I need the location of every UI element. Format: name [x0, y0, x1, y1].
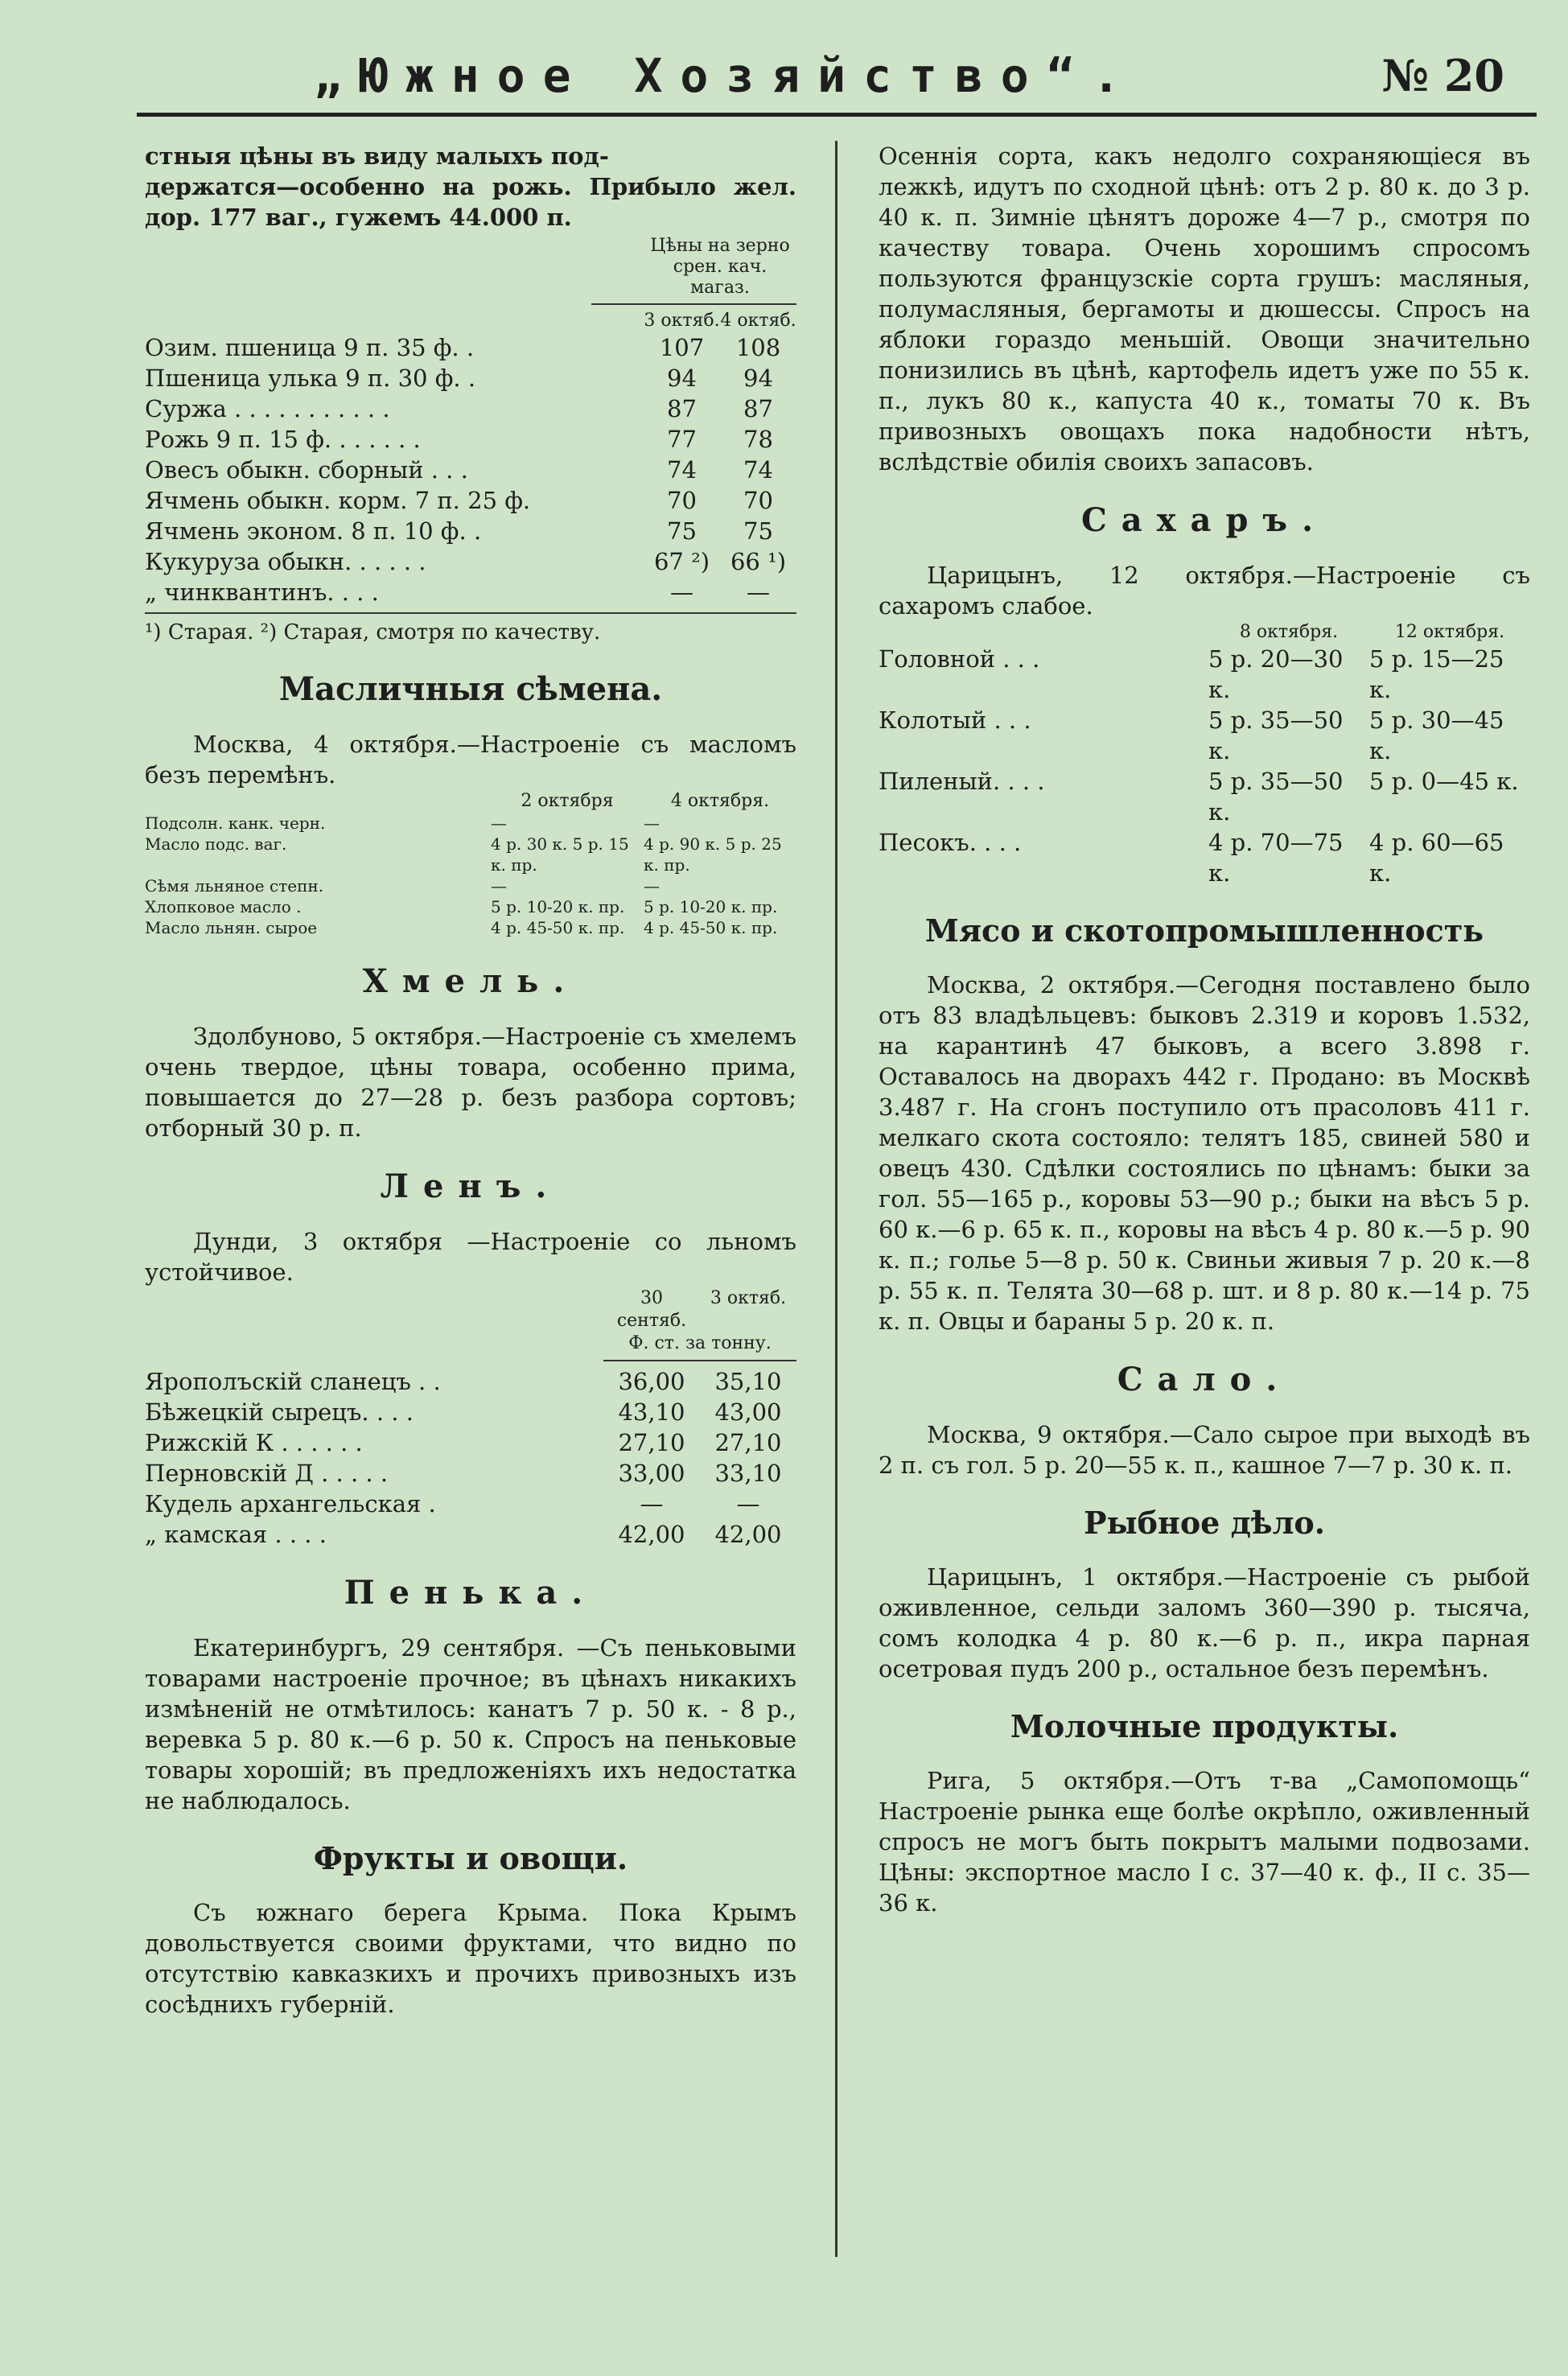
right-column	[879, 141, 1530, 1918]
oilseeds-title: Масличныя сѣмена.	[278, 670, 663, 708]
grain-rule	[591, 303, 796, 305]
flax-unit-row	[145, 1332, 796, 1355]
grain-row-value-2: 78	[743, 426, 773, 453]
grain-row-name: Пшеница улька 9 п. 30 ф. .	[145, 364, 476, 392]
meat-text: Москва, 2 октября.—Сегодня поставлено было отъ 83 владѣльцевъ: быковъ 2.319 и коровъ 1.532, на карантинѣ 47 быковъ, а всего 3.898 г. Оставалось на дворахъ 442 г. Продано: въ Москвѣ 3.487 г. На сгонъ поступило отъ прасоловъ 411 г. мелкаго скота состояло: телятъ 185, свиней 580 и овецъ 430. Сдѣлки состоялись по цѣнамъ: быки за гол. 55—165 р., коровы 53—90 р.; быки на вѣсъ 5 р. 60 к.—6 р. 65 к. п., коровы на вѣсъ 4 р. 80 к.—5 р. 90 к. п.; голье 5—8 р. 50 к. Свиньи живыя 7 р. 20 к.—8 р. 55 к. п. Телята 30—68 р. шт. и 8 р. 80 к.—14 р. 75 к. п. Овцы и бараны 5 р. 20 к. п.	[879, 971, 1530, 1335]
flax-row-value-2: 35,10	[714, 1368, 782, 1395]
grain-row	[145, 363, 796, 393]
header-rule	[137, 113, 1537, 117]
grain-table	[145, 236, 796, 646]
flax-col-1: 30 сентяб.	[616, 1288, 687, 1331]
grain-date-row	[145, 310, 796, 332]
flax-row-value-1: 36,00	[618, 1368, 685, 1395]
lard-title: Сало.	[1117, 1361, 1292, 1398]
grain-row-value-1: 75	[667, 517, 697, 545]
grain-row-name: Ячмень обыкн. корм. 7 п. 25 ф.	[145, 487, 531, 514]
grain-row-value-1: 74	[667, 456, 697, 484]
flax-row-name: „ камская . . . .	[145, 1521, 327, 1548]
sugar-row-value-1: 5 р. 35—50 к.	[1208, 706, 1344, 764]
journal-title: „Южное Хозяйство“.	[314, 48, 1138, 103]
grain-row-value-2: 66 ¹)	[730, 548, 787, 575]
flax-rule	[603, 1360, 796, 1361]
sugar-row-value-2: 5 р. 15—25 к.	[1369, 645, 1504, 703]
oilseeds-rows	[145, 813, 796, 938]
flax-row	[145, 1427, 796, 1458]
flax-row-value-2: 42,00	[714, 1521, 782, 1548]
grain-row-name: Ячмень эконом. 8 п. 10 ф. .	[145, 517, 482, 545]
sugar-row-value-1: 5 р. 35—50 к.	[1208, 768, 1344, 826]
flax-unit: Ф. ст. за тонну.	[628, 1333, 772, 1353]
sugar-row-name: Пиленый. . . .	[879, 768, 1045, 795]
sugar-rows	[879, 644, 1530, 888]
hemp-title: Пенька.	[344, 1574, 598, 1612]
grain-row-name: Овесъ обыкн. сборный . . .	[145, 456, 468, 484]
intro-line-1: стныя цѣны въ виду малыхъ под-	[145, 142, 609, 170]
flax-row	[145, 1489, 796, 1519]
oilseed-row-value-1: —	[491, 813, 507, 833]
flax-title: Ленъ.	[380, 1167, 562, 1205]
oilseed-row	[145, 875, 796, 896]
oilseed-row-value-2: 4 р. 45-50 к. пр.	[644, 918, 778, 937]
page-header	[137, 42, 1504, 106]
sugar-title: Сахаръ.	[1080, 501, 1328, 539]
grain-row	[145, 424, 796, 455]
grain-row	[145, 393, 796, 424]
flax-row	[145, 1458, 796, 1489]
grain-row	[145, 577, 796, 607]
oilseeds-date-row	[145, 790, 796, 813]
fruit-continued: Осеннія сорта, какъ недолго сохраняющіеся въ лежкѣ, идутъ по сходной цѣнѣ: отъ 2 р. 80 к. до 3 р. 40 к. п. Зимніе цѣнятъ дороже 4—7 р., смотря по качеству товара. Очень хорошимъ спросомъ пользуются французскіе сорта грушъ: масляныя, полумасляныя, бергамоты и дюшессы. Спросъ на яблоки гораздо меньшій. Овощи значительно понизились въ цѣнѣ, картофель идетъ уже по 55 к. п., лукъ 80 к., капуста 40 к., томаты 70 к. Въ привозныхъ овощахъ пока надобности нѣтъ, вслѣдствіе обилія своихъ запасовъ.	[879, 142, 1530, 476]
grain-row-value-2: 94	[743, 364, 773, 392]
flax-row-value-1: 33,00	[618, 1460, 685, 1487]
issue-number: № 20	[1381, 50, 1504, 101]
sugar-col-1: 8 октября.	[1239, 622, 1339, 642]
dairy-text: Рига, 5 октября.—Отъ т-ва „Самопомощь“ Настроеніе рынка еще болѣе окрѣпло, оживленный спросъ не могъ быть покрытъ малыми подвозами. Цѣны: экспортное масло I с. 37—40 к. ф., II с. 35—36 к.	[879, 1767, 1530, 1917]
sugar-date-row	[879, 621, 1530, 644]
fish-title: Рыбное дѣло.	[1084, 1505, 1325, 1541]
oilseed-row-value-1: 5 р. 10-20 к. пр.	[491, 897, 625, 916]
grain-row-name: Кукуруза обыкн. . . . . .	[145, 548, 426, 575]
grain-row-value-2: 87	[743, 395, 773, 422]
oilseed-row-value-2: 5 р. 10-20 к. пр.	[644, 897, 778, 916]
flax-row-value-1: —	[640, 1490, 664, 1517]
oilseeds-col-1: 2 октября	[521, 791, 614, 811]
oilseed-row	[145, 896, 796, 917]
lard-text: Москва, 9 октября.—Сало сырое при выходѣ въ 2 п. съ гол. 5 р. 20—55 к. п., кашное 7—7 р. 30 к. п.	[879, 1421, 1530, 1479]
grain-table-head-2	[145, 257, 796, 299]
fruit-title: Фрукты и овощи.	[313, 1840, 628, 1876]
sugar-row-value-1: 4 р. 70—75 к.	[1208, 829, 1344, 887]
grain-row	[145, 546, 796, 577]
grain-row-name: Суржа . . . . . . . . . . .	[145, 395, 390, 422]
dairy-title: Молочные продукты.	[1010, 1708, 1399, 1744]
grain-row-value-1: 70	[667, 487, 697, 514]
grain-row-value-2: —	[747, 579, 770, 606]
grain-row-name: „ чинквантинъ. . . .	[145, 579, 379, 606]
flax-row-name: Кудель архангельская .	[145, 1490, 436, 1517]
oilseed-row-value-2: 4 р. 90 к. 5 р. 25 к. пр.	[644, 834, 782, 875]
oilseed-row	[145, 813, 796, 834]
flax-row	[145, 1366, 796, 1397]
column-divider	[835, 141, 838, 2257]
flax-row-value-2: 27,10	[714, 1429, 782, 1456]
flax-date-row	[145, 1287, 796, 1332]
oilseed-row-name: Масло льнян. сырое	[145, 918, 318, 937]
flax-row-value-1: 42,00	[618, 1521, 685, 1548]
flax-row-value-2: 43,00	[714, 1398, 782, 1426]
sugar-row	[879, 827, 1530, 888]
sugar-row-name: Головной . . .	[879, 645, 1040, 673]
grain-row-value-1: 107	[659, 334, 705, 361]
grain-header-1: Цѣны на зерно	[650, 236, 790, 256]
oilseed-row-name: Сѣмя льняное степн.	[145, 876, 324, 896]
grain-row	[145, 332, 796, 363]
oilseed-row-name: Подсолн. канк. черн.	[145, 813, 326, 833]
flax-row-name: Бѣжецкій сырецъ. . . .	[145, 1398, 414, 1426]
flax-col-2: 3 октяб.	[710, 1288, 787, 1308]
grain-row-value-2: 70	[743, 487, 773, 514]
hops-text: Здолбуново, 5 октября.—Настроеніе съ хмелемъ очень твердое, цѣны товара, особенно прима, повышается до 27—28 р. безъ разбора сортовъ; отборный 30 р. п.	[145, 1023, 796, 1142]
intro-line-2: держатся—особенно на рожь. Прибыло жел. дор. 177 ваг., гужемъ 44.000 п.	[145, 173, 796, 231]
sugar-row-value-2: 5 р. 30—45 к.	[1369, 706, 1504, 764]
oilseed-row-name: Хлопковое масло .	[145, 897, 302, 916]
sugar-row	[879, 766, 1530, 827]
grain-rows	[145, 332, 796, 607]
grain-col-2: 4 октяб.	[720, 311, 796, 331]
grain-row-value-1: 87	[667, 395, 697, 422]
fruit-text: Съ южнаго берега Крыма. Пока Крымъ довольствуется своими фруктами, что видно по отсутствію кавказкихъ и прочихъ привозныхъ изъ сосѣднихъ губерній.	[145, 1899, 796, 2018]
grain-row-value-2: 74	[743, 456, 773, 484]
oilseed-row-value-1: 4 р. 45-50 к. пр.	[491, 918, 625, 937]
sugar-text: Царицынъ, 12 октября.—Настроеніе съ сахаромъ слабое.	[879, 562, 1530, 620]
grain-col-1: 3 октяб.	[644, 311, 720, 331]
flax-row-value-1: 43,10	[618, 1398, 685, 1426]
oilseed-row-value-1: 4 р. 30 к. 5 р. 15 к. пр.	[491, 834, 629, 875]
sugar-col-2: 12 октября.	[1394, 622, 1505, 642]
flax-row	[145, 1397, 796, 1427]
left-column	[145, 141, 796, 2020]
flax-row	[145, 1519, 796, 1550]
hemp-text: Екатеринбургъ, 29 сентября. —Съ пеньковыми товарами настроеніе прочное; въ цѣнахъ никакихъ измѣненій не отмѣтилось: канатъ 7 р. 50 к. - 8 р., веревка 5 р. 80 к.—6 р. 50 к. Спросъ на пеньковые товары хорошій; въ предложеніяхъ ихъ недостатка не наблюдалось.	[145, 1634, 796, 1814]
oilseeds-col-2: 4 октября.	[670, 791, 770, 811]
grain-table-head	[145, 236, 796, 257]
grain-row-value-1: 94	[667, 364, 697, 392]
flax-row-value-2: 33,10	[714, 1460, 782, 1487]
grain-row	[145, 516, 796, 546]
grain-row-value-1: 67 ²)	[653, 548, 710, 575]
hops-title: Хмель.	[362, 962, 579, 1000]
oilseeds-text: Москва, 4 октября.—Настроеніе съ масломъ безъ перемѣнъ.	[145, 731, 796, 789]
oilseed-row-value-1: —	[491, 876, 507, 896]
grain-header-2: срен. кач. магаз.	[673, 257, 768, 298]
grain-row-name: Озим. пшеница 9 п. 35 ф. .	[145, 334, 475, 361]
flax-row-value-2: —	[736, 1490, 760, 1517]
flax-rows	[145, 1366, 796, 1550]
fish-text: Царицынъ, 1 октября.—Настроеніе съ рыбой оживленное, сельди заломъ 360—390 р. тысяча, сомъ колодка 4 р. 80 к.—6 р. п., икра парная осетровая пудъ 200 р., остальное безъ перемѣнъ.	[879, 1563, 1530, 1682]
meat-title: Мясо и скотопромышленность	[924, 912, 1484, 949]
grain-row-value-2: 108	[735, 334, 781, 361]
flax-row-value-1: 27,10	[618, 1429, 685, 1456]
sugar-row-value-2: 5 р. 0—45 к.	[1369, 768, 1519, 795]
oilseed-row	[145, 917, 796, 938]
oilseed-row-name: Масло подс. ваг.	[145, 834, 287, 854]
grain-footnote: ¹) Старая. ²) Старая, смотря по качеству.	[145, 620, 601, 644]
flax-text: Дунди, 3 октября —Настроеніе со льномъ устойчивое.	[145, 1228, 796, 1286]
grain-row-name: Рожь 9 п. 15 ф. . . . . . .	[145, 426, 421, 453]
grain-row	[145, 485, 796, 516]
grain-row-value-1: 77	[667, 426, 697, 453]
oilseed-row	[145, 834, 796, 875]
grain-bottom-rule	[145, 612, 796, 614]
grain-row	[145, 455, 796, 485]
oilseed-row-value-2: —	[644, 876, 660, 896]
oilseed-row-value-2: —	[644, 813, 660, 833]
flax-row-name: Ярополъскій сланецъ . .	[145, 1368, 441, 1395]
flax-row-name: Перновскій Д . . . . .	[145, 1460, 389, 1487]
flax-row-name: Рижскій К . . . . . .	[145, 1429, 363, 1456]
sugar-row	[879, 644, 1530, 705]
grain-row-value-2: 75	[743, 517, 773, 545]
sugar-row-value-1: 5 р. 20—30 к.	[1208, 645, 1344, 703]
sugar-row	[879, 705, 1530, 766]
sugar-row-name: Колотый . . .	[879, 706, 1031, 734]
sugar-row-name: Песокъ. . . .	[879, 829, 1022, 856]
sugar-row-value-2: 4 р. 60—65 к.	[1369, 829, 1504, 887]
grain-row-value-1: —	[670, 579, 693, 606]
